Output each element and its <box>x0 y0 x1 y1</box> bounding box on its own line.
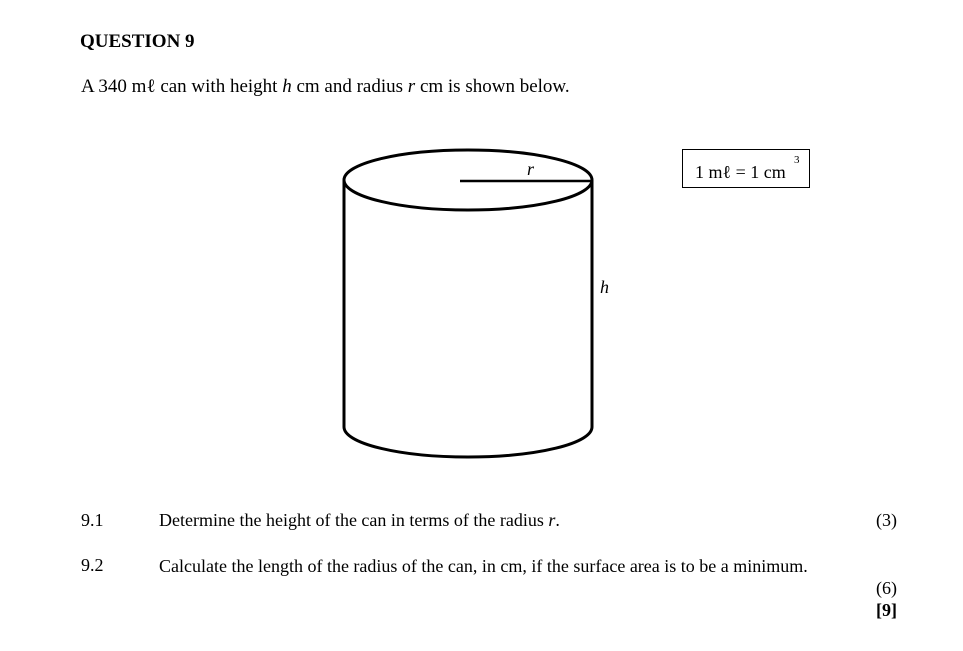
marks-9-2: (6) <box>876 578 897 598</box>
cylinder-bottom <box>344 427 592 457</box>
intro-part3: cm and radius <box>291 76 408 97</box>
question-total: [9] <box>876 600 897 620</box>
subquestion-9-1-variable: r <box>548 510 556 530</box>
cylinder-figure <box>330 135 620 470</box>
radius-variable: r <box>407 76 416 97</box>
conversion-exponent: 3 <box>794 154 800 166</box>
question-intro <box>81 76 570 98</box>
radius-label: r <box>527 159 535 179</box>
height-variable: h <box>282 76 292 97</box>
litre-symbol: ℓ <box>146 76 156 97</box>
subquestion-text-9-2: Calculate the length of the radius of the can, in cm, if the surface area is to be a minimum. <box>159 556 808 576</box>
subquestion-text-9-1-end: . <box>555 510 560 530</box>
intro-part4: cm is shown below. <box>415 76 570 97</box>
conversion-box <box>682 149 810 188</box>
intro-part1: A 340 m <box>81 76 147 97</box>
question-heading: QUESTION 9 <box>80 31 195 52</box>
conversion-text: 1 mℓ = 1 cm <box>695 162 786 182</box>
height-label: h <box>600 277 609 297</box>
marks-9-1: (3) <box>876 510 897 530</box>
subquestion-number-9-1: 9.1 <box>81 510 104 530</box>
subquestion-number-9-2: 9.2 <box>81 555 104 575</box>
subquestion-text-9-1 <box>159 510 560 531</box>
intro-part2: can with height <box>155 76 283 97</box>
subquestion-text-9-1-main: Determine the height of the can in terms of the radius <box>159 510 549 530</box>
